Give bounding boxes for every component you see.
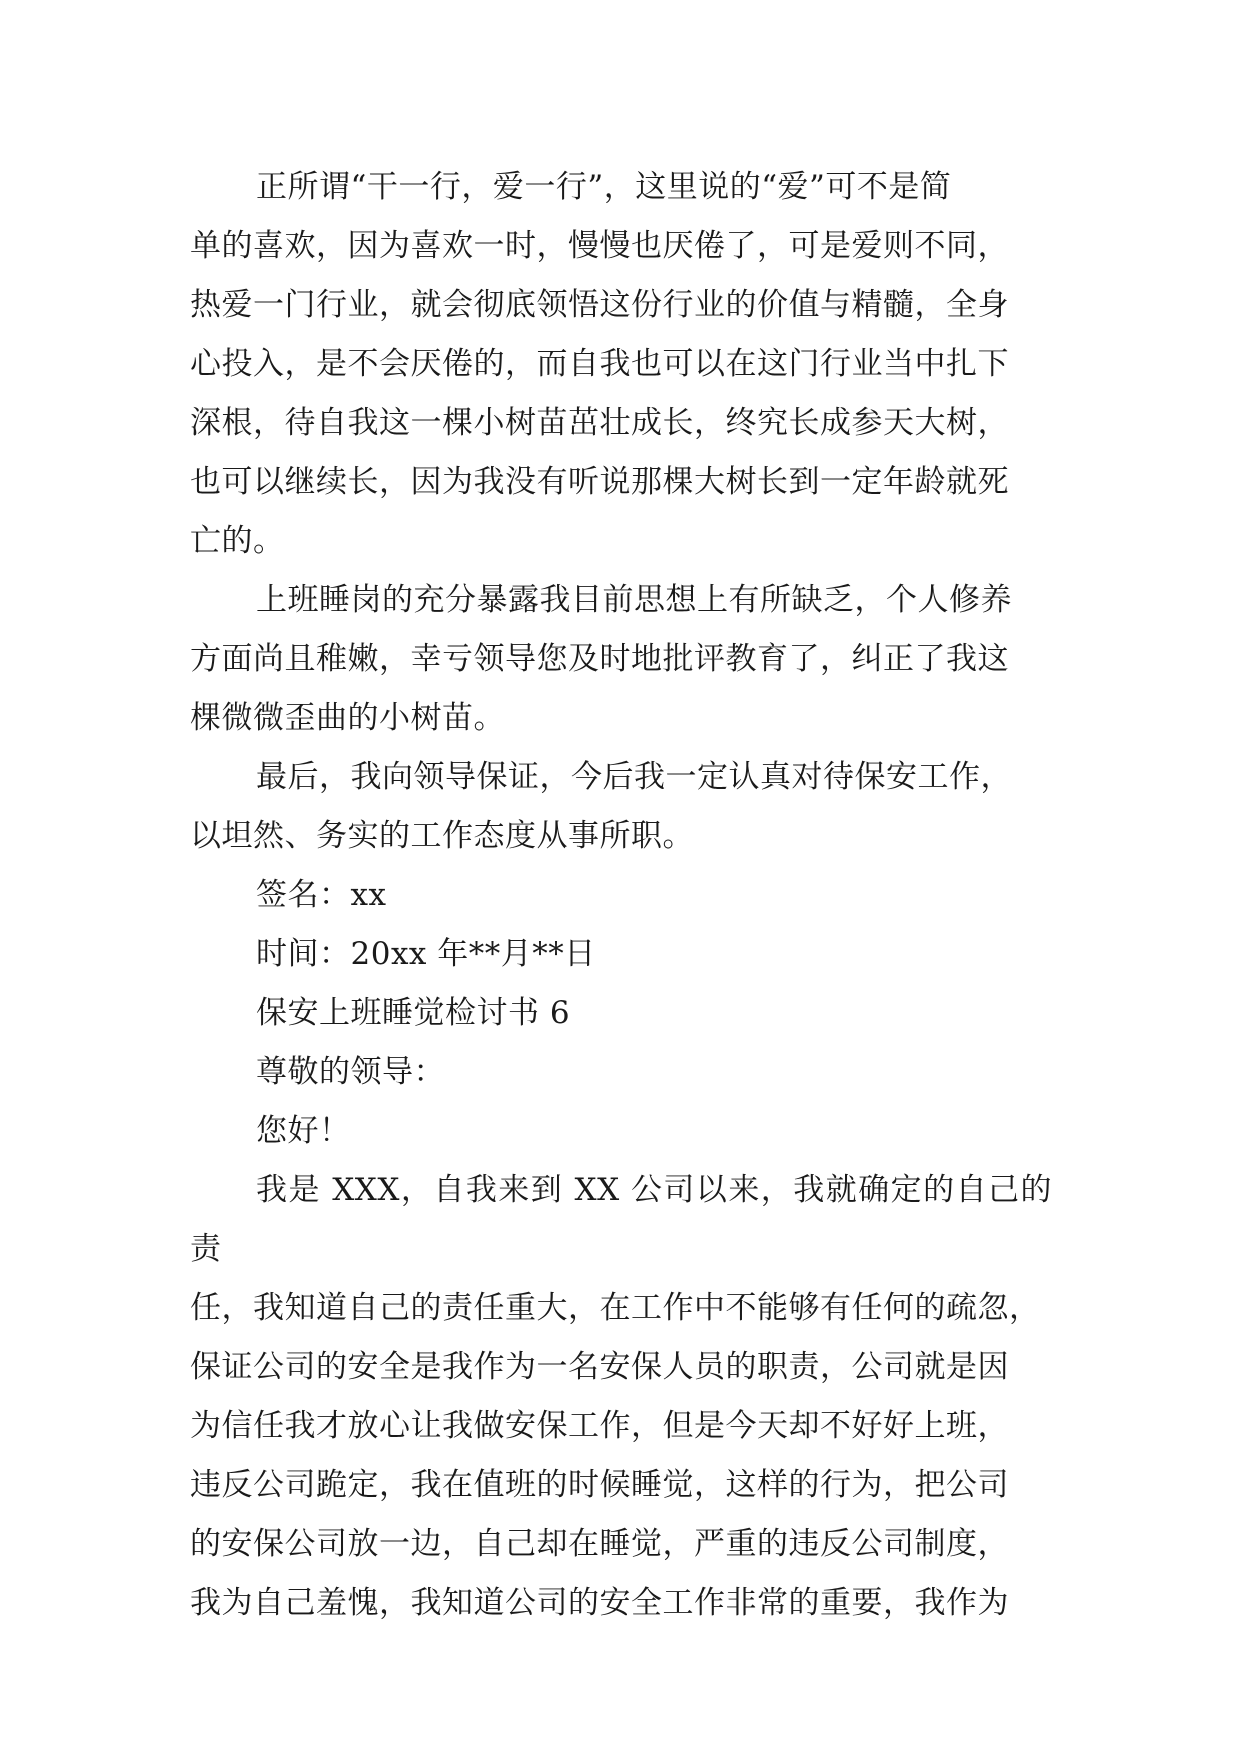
text-line: 违反公司跪定，我在值班的时候睡觉，这样的行为，把公司 xyxy=(190,1467,1009,1503)
text-line: 亡的。 xyxy=(190,523,285,559)
paragraph-responsibility xyxy=(190,1161,1052,1633)
signature-line xyxy=(190,866,1052,925)
text-line: 棵微微歪曲的小树苗。 xyxy=(190,700,505,736)
date-line xyxy=(190,925,1052,984)
text-line: 深根，待自我这一棵小树苗茁壮成长，终究长成参天大树， xyxy=(190,405,1009,441)
text-line: 也可以继续长，因为我没有听说那棵大树长到一定年龄就死 xyxy=(190,464,1009,500)
text-line: 方面尚且稚嫩，幸亏领导您及时地批评教育了，纠正了我这 xyxy=(190,641,1009,677)
text-line: 最后，我向领导保证，今后我一定认真对待保安工作， xyxy=(256,759,1012,795)
document-page xyxy=(190,158,1052,1633)
text-line: 单的喜欢，因为喜欢一时，慢慢也厌倦了，可是爱则不同， xyxy=(190,228,1009,264)
text-line: 心投入，是不会厌倦的，而自我也可以在这门行业当中扎下 xyxy=(190,346,1009,382)
greeting xyxy=(190,1102,1052,1161)
text-line: 签名：xx xyxy=(256,877,387,913)
text-line: 时间：20xx 年**月**日 xyxy=(256,936,596,972)
salutation xyxy=(190,1043,1052,1102)
paragraph-self-reflection xyxy=(190,571,1052,748)
text-line: 我为自己羞愧，我知道公司的安全工作非常的重要，我作为 xyxy=(190,1585,1009,1621)
text-line: 您好！ xyxy=(256,1113,351,1149)
text-line: 保安上班睡觉检讨书 6 xyxy=(256,995,571,1031)
text-line: 保证公司的安全是我作为一名安保人员的职责，公司就是因 xyxy=(190,1349,1009,1385)
text-line: 上班睡岗的充分暴露我目前思想上有所缺乏，个人修养 xyxy=(256,582,1012,618)
paragraph-promise xyxy=(190,748,1052,866)
paragraph-love-profession xyxy=(190,158,1052,571)
text-line: 正所谓“干一行，爱一行”，这里说的“爱”可不是简 xyxy=(256,169,952,205)
text-line: 的安保公司放一边，自己却在睡觉，严重的违反公司制度， xyxy=(190,1526,1009,1562)
text-line: 热爱一门行业，就会彻底领悟这份行业的价值与精髓，全身 xyxy=(190,287,1009,323)
text-line: 我是 XXX，自我来到 XX 公司以来，我就确定的自己的责 xyxy=(190,1172,1052,1267)
text-line: 任，我知道自己的责任重大，在工作中不能够有任何的疏忽， xyxy=(190,1290,1041,1326)
section-title xyxy=(190,984,1052,1043)
text-line: 以坦然、务实的工作态度从事所职。 xyxy=(190,818,694,854)
text-line: 为信任我才放心让我做安保工作，但是今天却不好好上班， xyxy=(190,1408,1009,1444)
text-line: 尊敬的领导： xyxy=(256,1054,445,1090)
